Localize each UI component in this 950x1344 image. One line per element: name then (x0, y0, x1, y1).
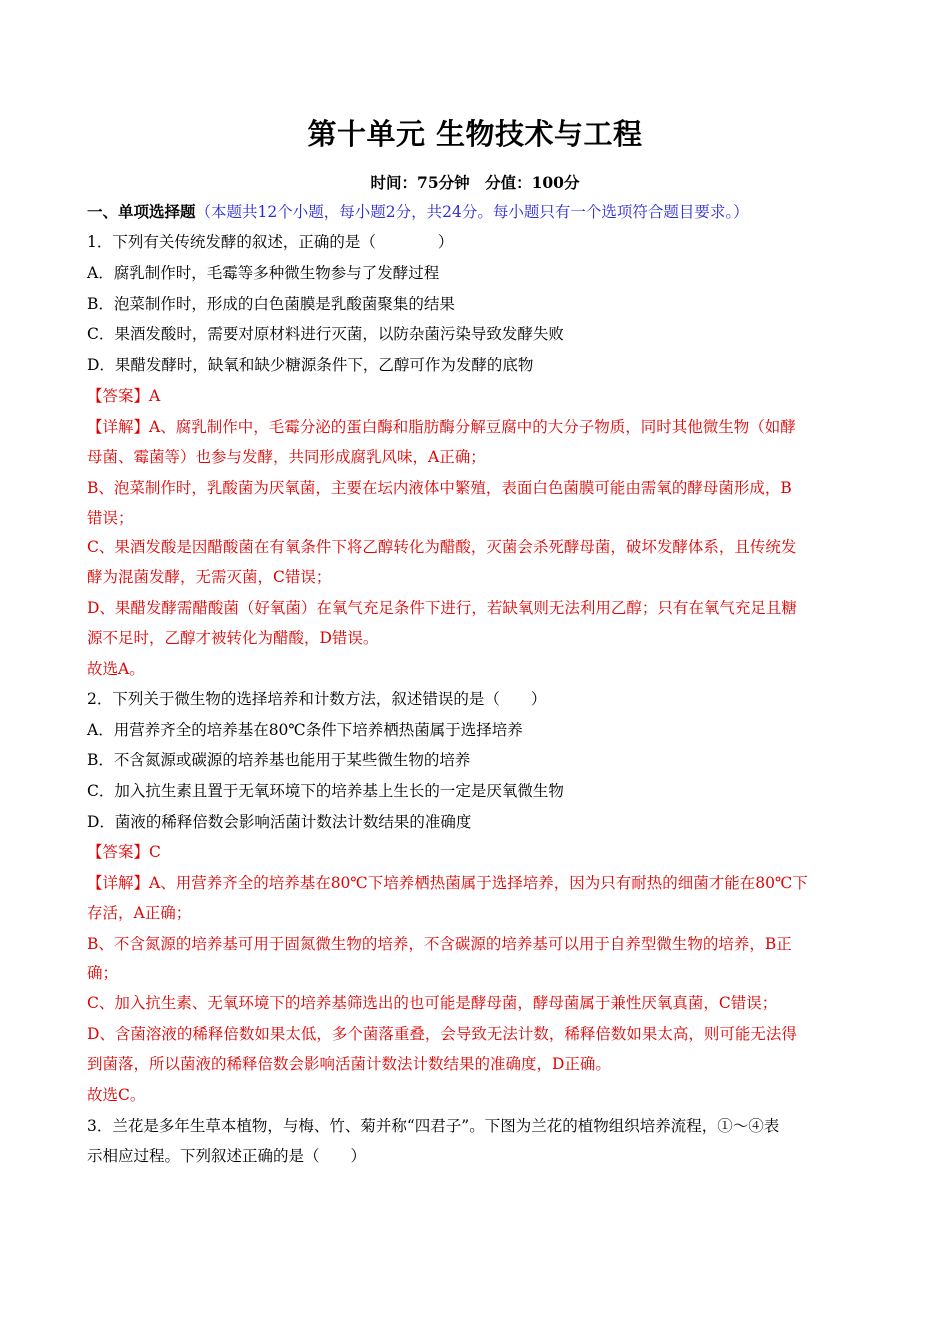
section-heading: 一、单项选择题 (87, 202, 196, 221)
q1-detail-line: B、泡菜制作时，乳酸菌为厌氧菌，主要在坛内液体中繁殖，表面白色菌膜可能由需氧的酵母菌形成，B (87, 479, 792, 497)
q1-option-c: C．果酒发酸时，需要对原材料进行灭菌，以防杂菌污染导致发酵失败 (87, 325, 564, 343)
q1-detail-line: 母菌、霉菌等）也参与发酵，共同形成腐乳风味，A正确； (87, 448, 486, 466)
section-header (87, 201, 749, 223)
q3-stem-line: 3．兰花是多年生草本植物，与梅、竹、菊并称“四君子”。下图为兰花的植物组织培养流程，①～④表 (87, 1117, 780, 1135)
q1-detail-line: 故选A。 (87, 660, 145, 678)
q1-detail-line: C、果酒发酸是因醋酸菌在有氧条件下将乙醇转化为醋酸，灭菌会杀死酵母菌，破坏发酵体系，且传统发 (87, 538, 797, 556)
q2-option-b: B．不含氮源或碳源的培养基也能用于某些微生物的培养 (87, 751, 471, 769)
q2-answer: 【答案】C (87, 843, 161, 861)
q2-detail-line: 存活，A正确； (87, 904, 192, 922)
q2-option-d: D．菌液的稀释倍数会影响活菌计数法计数结果的准确度 (87, 813, 472, 831)
q2-detail-line: 故选C。 (87, 1086, 146, 1104)
q3-stem-line: 示相应过程。下列叙述正确的是（ ） (87, 1147, 367, 1165)
exam-meta: 时间：75分钟 分值：100分 (370, 173, 580, 192)
q2-stem: 2．下列关于微生物的选择培养和计数方法，叙述错误的是（ ） (87, 690, 547, 708)
q2-option-c: C．加入抗生素且置于无氧环境下的培养基上生长的一定是厌氧微生物 (87, 782, 564, 800)
q1-detail-line: 错误； (87, 509, 134, 527)
q2-detail-line: B、不含氮源的培养基可用于固氮微生物的培养，不含碳源的培养基可以用于自养型微生物的培养，B正 (87, 935, 792, 953)
q2-detail-line: 确； (87, 964, 119, 982)
q1-stem: 1．下列有关传统发酵的叙述，正确的是（ ） (87, 233, 454, 251)
q1-detail-line: D、果醋发酵需醋酸菌（好氧菌）在氧气充足条件下进行，若缺氧则无法利用乙醇；只有在氧气充足且糖 (87, 599, 797, 617)
q2-detail-line: C、加入抗生素、无氧环境下的培养基筛选出的也可能是酵母菌，酵母菌属于兼性厌氧真菌，C错误； (87, 994, 778, 1012)
q1-detail-line: 【详解】A、腐乳制作中，毛霉分泌的蛋白酶和脂肪酶分解豆腐中的大分子物质，同时其他微生物（如酵 (87, 418, 796, 436)
q2-detail-line: D、含菌溶液的稀释倍数如果太低，多个菌落重叠，会导致无法计数，稀释倍数如果太高，则可能无法得 (87, 1025, 797, 1043)
page-title: 第十单元 生物技术与工程 (307, 117, 643, 151)
q2-detail-line: 到菌落，所以菌液的稀释倍数会影响活菌计数法计数结果的准确度，D正确。 (87, 1055, 611, 1073)
q2-option-a: A．用营养齐全的培养基在80℃条件下培养栖热菌属于选择培养 (87, 721, 523, 739)
q1-detail-line: 源不足时，乙醇才被转化为醋酸，D错误。 (87, 629, 379, 647)
q1-detail-line: 酵为混菌发酵，无需灭菌，C错误； (87, 568, 332, 586)
q2-detail-line: 【详解】A、用营养齐全的培养基在80℃下培养栖热菌属于选择培养，因为只有耐热的细菌才能在80℃下 (87, 874, 808, 892)
q1-option-b: B．泡菜制作时，形成的白色菌膜是乳酸菌聚集的结果 (87, 295, 455, 313)
q1-option-d: D．果醋发酵时，缺氧和缺少糖源条件下，乙醇可作为发酵的底物 (87, 356, 534, 374)
q1-answer: 【答案】A (87, 387, 161, 405)
q1-option-a: A．腐乳制作时，毛霉等多种微生物参与了发酵过程 (87, 264, 440, 282)
section-note: （本题共12个小题，每小题2分，共24分。每小题只有一个选项符合题目要求。） (195, 203, 749, 221)
